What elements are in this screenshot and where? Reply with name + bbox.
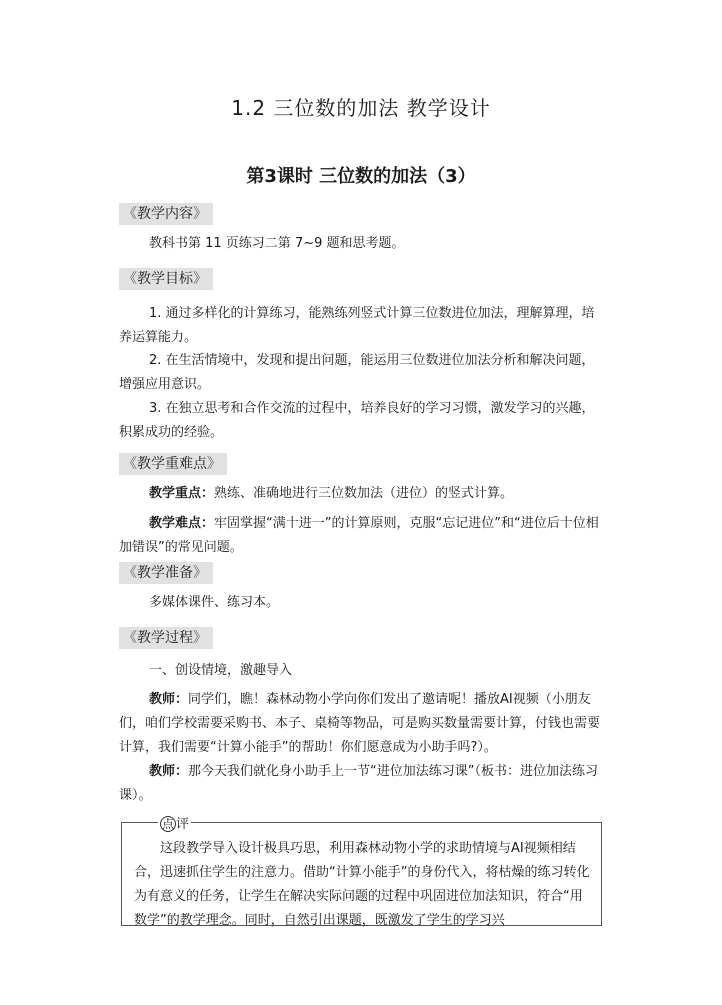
chevron-double-icon: 》 xyxy=(193,565,207,581)
section-tag-goals: 《教学目标》 xyxy=(119,268,213,290)
document-title: 1.2 三位数的加法 教学设计 xyxy=(231,96,491,120)
chevron-double-icon: 《 xyxy=(123,630,137,646)
goal-item-1: 1. 通过多样化的计算练习，能熟练列竖式计算三位数进位加法，理解算理，培养运算能力。 xyxy=(119,306,595,345)
chevron-double-icon: 》 xyxy=(193,630,207,646)
dialog-text: 同学们，瞧！森林动物小学向你们发出了邀请呢！播放AI视频（小朋友们，咱们学校需要采购书、本子、桌椅等物品，可是购买数量需要计算，付钱也需要计算，我们需要“计算小能手”的帮助！你们愿意成为小助手吗?）。 xyxy=(119,692,601,755)
focus-text: 熟练、准确地进行三位数加法（进位）的竖式计算。 xyxy=(214,486,514,501)
content-text: 教科书第 11 页练习二第 7~9 题和思考题。 xyxy=(149,236,405,251)
teacher-dialog-1 xyxy=(119,688,603,760)
section-tag-process: 《教学过程》 xyxy=(119,627,213,649)
goal-item-3: 3. 在独立思考和合作交流的过程中，培养良好的学习习惯，激发学习的兴趣，积累成功的经验。 xyxy=(119,401,595,440)
review-text: 这段教学导入设计极具巧思，利用森林动物小学的求助情境与AI视频相结合，迅速抓住学生的注意力。借助“计算小能手”的身份代入，将枯燥的练习转化为有意义的任务，让学生在解决实际问题的过程中巩固进位加法知识，符合“用数学”的教学理念。同时，自然引出课题，既激发了学生的学习兴 xyxy=(134,841,590,928)
process-step-title: 一、创设情境，激趣导入 xyxy=(149,663,293,678)
chevron-double-icon: 《 xyxy=(123,206,137,222)
lesson-subtitle: 第3课时 三位数的加法（3） xyxy=(246,166,476,187)
speaker-label: 教师： xyxy=(149,764,189,779)
chevron-double-icon: 《 xyxy=(123,565,137,581)
focus-label: 教学重点： xyxy=(149,486,215,501)
section-tag-prep: 《教学准备》 xyxy=(119,562,213,584)
section-tag-keypoints: 《教学重难点》 xyxy=(119,453,227,475)
dialog-text: 那今天我们就化身小助手上一节“进位加法练习课”（板书：进位加法练习课）。 xyxy=(119,764,598,803)
review-label xyxy=(158,816,191,832)
chevron-double-icon: 《 xyxy=(123,456,137,472)
chevron-double-icon: 《 xyxy=(123,271,137,287)
chevron-double-icon: 》 xyxy=(193,206,207,222)
teaching-difficulty xyxy=(119,512,603,560)
chevron-double-icon: 》 xyxy=(193,271,207,287)
prep-text: 多媒体课件、练习本。 xyxy=(149,595,280,610)
review-label-circle: 点 xyxy=(161,817,174,831)
section-tag-content: 《教学内容》 xyxy=(119,203,213,225)
speaker-label: 教师： xyxy=(149,692,189,707)
difficulty-text: 牢固掌握“满十进一”的计算原则，克服“忘记进位”和“进位后十位相加错误”的常见问题。 xyxy=(119,516,599,555)
goal-item-2: 2. 在生活情境中，发现和提出问题，能运用三位数进位加法分析和解决问题，增强应用意识。 xyxy=(119,353,595,392)
teacher-dialog-2 xyxy=(119,760,603,808)
teaching-focus xyxy=(119,482,603,506)
review-label-text: 评 xyxy=(176,817,190,832)
difficulty-label: 教学难点： xyxy=(149,516,215,531)
chevron-double-icon: 》 xyxy=(207,456,221,472)
review-box xyxy=(121,817,602,928)
